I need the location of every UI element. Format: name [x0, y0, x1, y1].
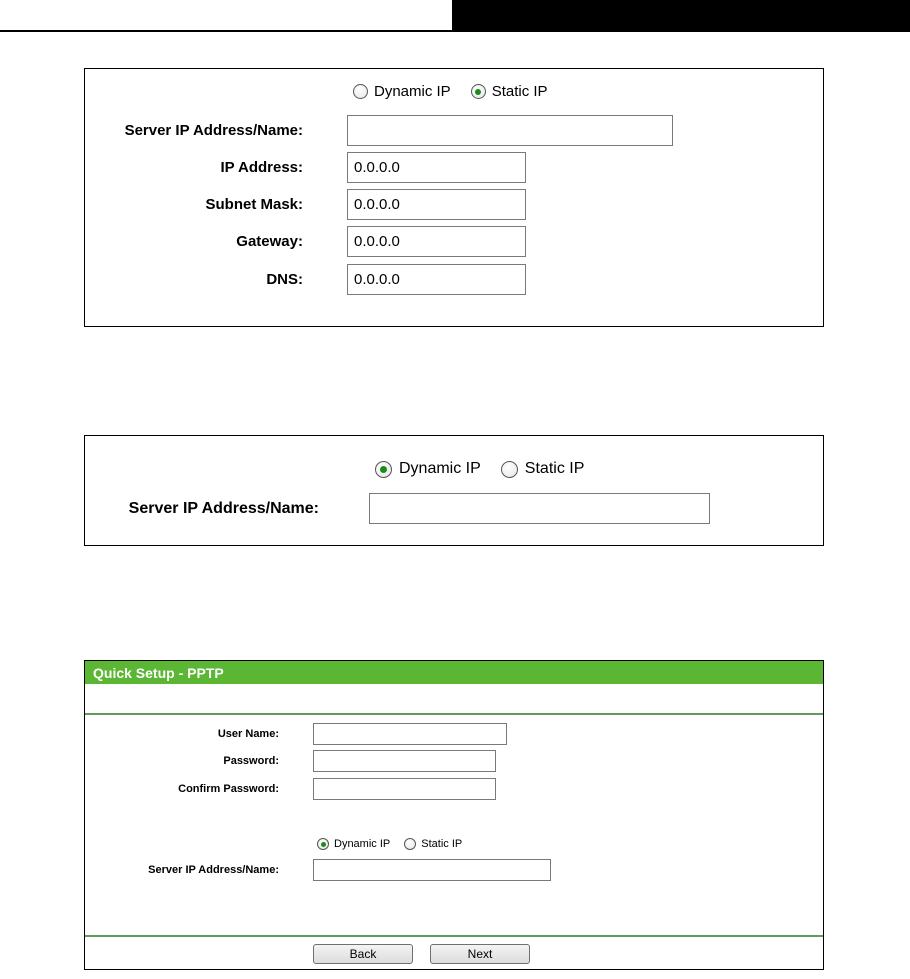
dns-row: [85, 264, 526, 295]
radio-dynamic-ip[interactable]: [353, 83, 451, 100]
panel-title-bar: [85, 661, 823, 684]
radio-static-ip-label: Static IP: [491, 83, 548, 100]
top-divider: [85, 713, 823, 715]
radio-dynamic-ip-label: Dynamic IP: [399, 460, 481, 477]
server-input[interactable]: [313, 859, 551, 881]
user-name-label: User Name:: [217, 728, 279, 740]
header-black-block: [452, 0, 910, 32]
mask-row: [85, 189, 526, 220]
bottom-divider: [85, 935, 823, 937]
confirm-password-row: [85, 778, 496, 800]
radio-static-ip-label: Static IP: [524, 460, 585, 477]
gateway-label: Gateway:: [236, 233, 303, 250]
ip-address-input[interactable]: 0.0.0.0: [347, 152, 526, 183]
password-label: Password:: [223, 755, 279, 767]
password-row: [85, 750, 496, 772]
radio-selected-dot-icon: [321, 842, 326, 847]
dynamic-ip-panel: [84, 435, 824, 546]
radio-static-ip[interactable]: [501, 460, 585, 478]
user-name-row: [85, 723, 507, 745]
radio-static-ip-circle[interactable]: [501, 461, 518, 478]
server-label: Server IP Address/Name:: [124, 122, 303, 139]
server-row: [85, 859, 551, 881]
radio-static-ip[interactable]: [471, 83, 548, 100]
panel-title: Quick Setup - PPTP: [93, 664, 224, 681]
static-ip-panel: [84, 68, 824, 327]
ip-mode-radio-group: [353, 83, 568, 100]
radio-dynamic-ip-circle[interactable]: [375, 461, 392, 478]
user-name-input[interactable]: [313, 723, 507, 745]
dns-label: DNS:: [266, 271, 303, 288]
server-input[interactable]: [369, 493, 710, 524]
radio-dynamic-ip-label: Dynamic IP: [334, 838, 391, 850]
radio-selected-dot-icon: [380, 466, 387, 473]
confirm-password-label: Confirm Password:: [178, 783, 279, 795]
gateway-row: [85, 226, 526, 257]
back-button[interactable]: Back: [313, 944, 413, 964]
ip-mode-radio-group: [317, 838, 476, 850]
radio-dynamic-ip[interactable]: [375, 460, 481, 478]
next-button[interactable]: Next: [430, 944, 530, 964]
gateway-input[interactable]: 0.0.0.0: [347, 226, 526, 257]
ip-row: [85, 152, 526, 183]
confirm-password-input[interactable]: [313, 778, 496, 800]
header-rule: [0, 30, 452, 32]
quick-setup-pptp-panel: [84, 660, 824, 970]
radio-dynamic-ip-circle[interactable]: [317, 838, 329, 850]
password-input[interactable]: [313, 750, 496, 772]
radio-static-ip-circle[interactable]: [471, 84, 486, 99]
server-row: [85, 493, 710, 524]
server-input[interactable]: [347, 115, 673, 146]
ip-address-label: IP Address:: [220, 159, 303, 176]
button-row: [85, 944, 823, 964]
ip-mode-radio-group: [375, 460, 604, 478]
server-label: Server IP Address/Name:: [148, 864, 279, 876]
subnet-mask-input[interactable]: 0.0.0.0: [347, 189, 526, 220]
radio-dynamic-ip-label: Dynamic IP: [374, 83, 451, 100]
radio-selected-dot-icon: [475, 89, 481, 95]
subnet-mask-label: Subnet Mask:: [205, 196, 303, 213]
radio-static-ip-circle[interactable]: [404, 838, 416, 850]
radio-dynamic-ip[interactable]: [317, 838, 390, 850]
radio-static-ip-label: Static IP: [421, 838, 463, 850]
server-label: Server IP Address/Name:: [128, 499, 319, 517]
dns-input[interactable]: 0.0.0.0: [347, 264, 526, 295]
radio-static-ip[interactable]: [404, 838, 462, 850]
server-row: [85, 115, 673, 146]
radio-dynamic-ip-circle[interactable]: [353, 84, 368, 99]
